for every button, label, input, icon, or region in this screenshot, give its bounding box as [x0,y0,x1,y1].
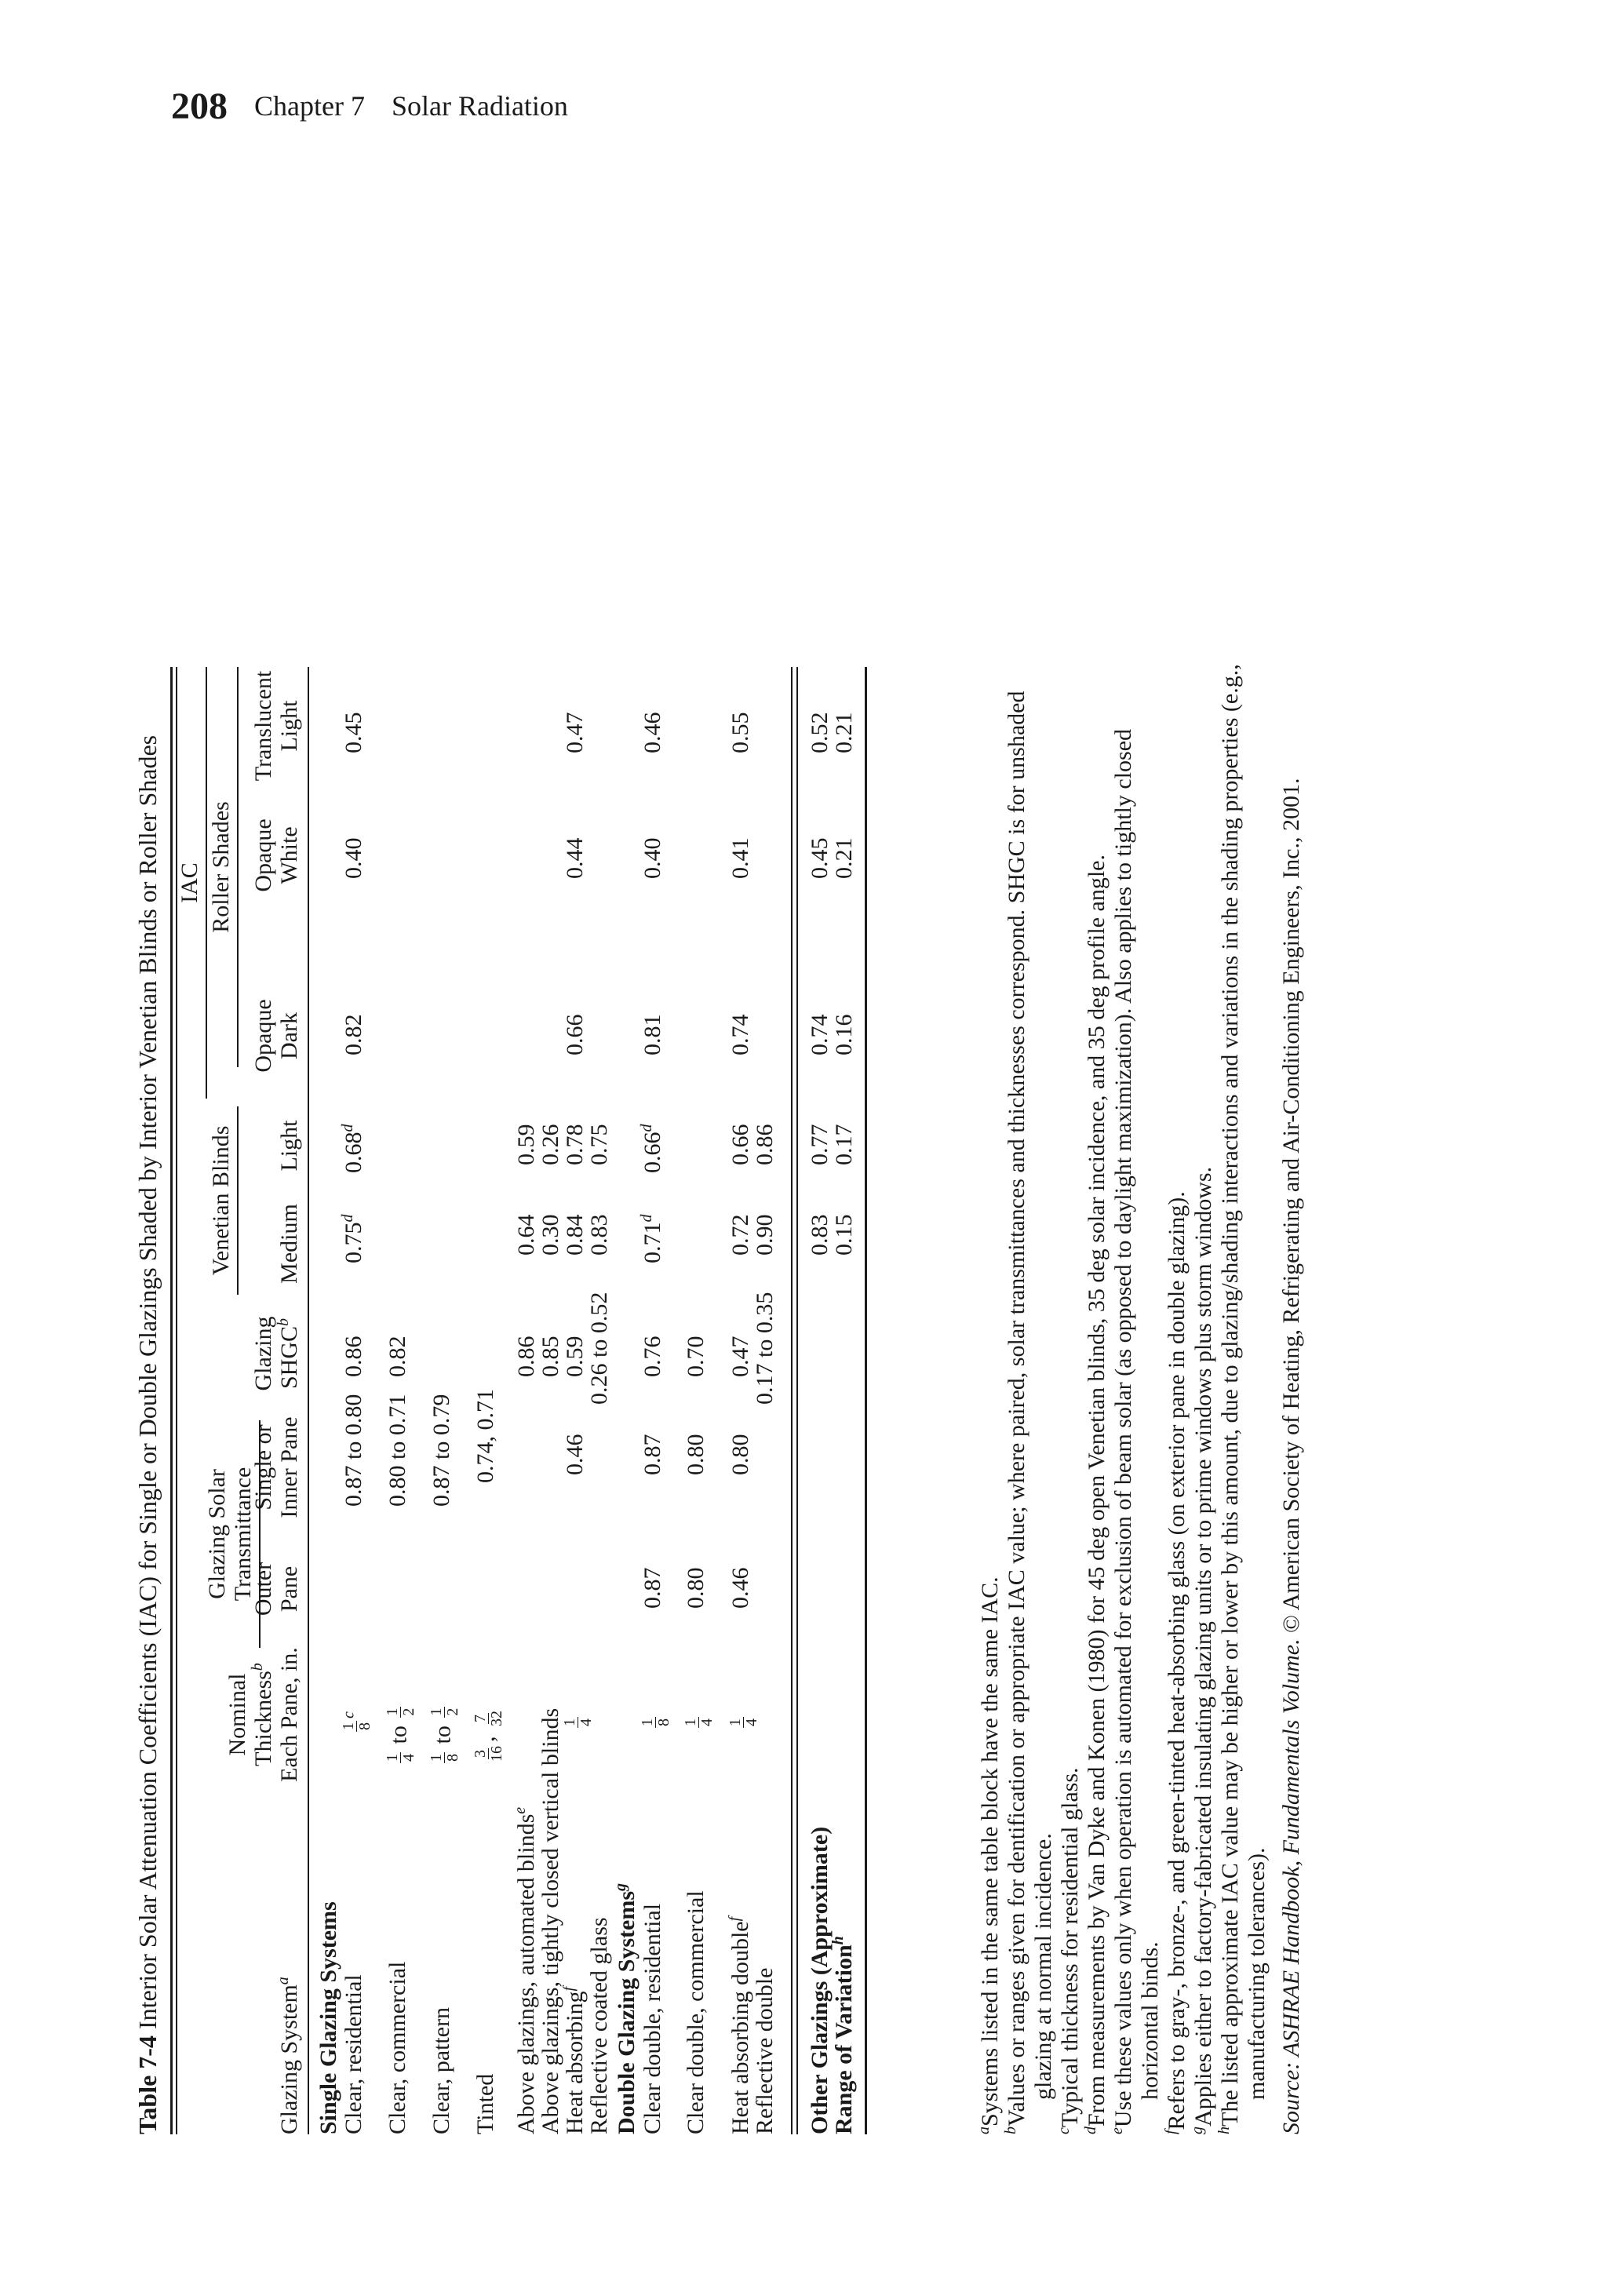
row-system-heat-absorbing-double: Heat absorbing double$^f$ [726,1916,753,2134]
fraction: 3 16 [472,1746,505,1762]
col-glazing-system: Glazing System$^a$ [275,1977,302,2134]
row-inner-clear-commercial: 0.80 to 0.71 [384,1394,410,1507]
row-shgc-reflective-double: 0.17 to 0.35 [752,1292,778,1405]
col-thickness: Nominal Thickness$^b$ Each Pane, in. [224,1647,302,1782]
venetian-rule [237,1106,239,1295]
row-tl-heat-absorbing: 0.47 [562,712,588,753]
row-tl-clear-residential: 0.45 [341,712,366,753]
row-inner-clear-residential: 0.87 to 0.80 [341,1394,366,1507]
row-inner-clear-double-residential: 0.87 [640,1434,665,1475]
page-header [171,88,568,126]
row-inner-heat-absorbing: 0.46 [562,1434,588,1475]
row-light-heat-absorbing-double: 0.66 [727,1124,753,1165]
roller-rule [237,667,239,1067]
fraction: 1 4 [561,1718,595,1726]
section-single-glazing: Single Glazing Systems [315,1901,341,2134]
row-od-other: 0.74 [807,1014,833,1055]
row-system-automated-blinds: Above glazings, automated blinds$^e$ [512,1806,539,2134]
row-thickness-clear-double-commercial [683,1715,715,1730]
row-medium-reflective-coated: 0.83 [586,1214,612,1256]
col-medium: Medium [276,1204,302,1284]
row-thickness-tinted: 3 16 , 7 32 [472,1711,505,1762]
header-rule [308,667,309,2134]
row-ow-clear-residential: 0.40 [341,837,366,879]
row-medium-vertical-blinds: 0.30 [537,1214,563,1256]
row-light-automated-blinds: 0.59 [513,1124,539,1165]
row-shgc-clear-double-commercial: 0.70 [683,1336,709,1377]
row-tl-clear-double-residential: 0.46 [640,712,665,753]
row-light-range: 0.17 [831,1124,857,1165]
col-opaque-white: Opaque White [250,818,302,892]
fraction: 1 2 [384,1707,417,1716]
row-od-clear-residential: 0.82 [341,1014,366,1055]
footnote-f: $^f$Refers to gray-, bronze-, and green-tinted heat-absorbing glass (on exterior pane in double glazing). [1162,1191,1190,2134]
page-number: 208 [171,86,228,127]
footnote-d: $^d$From measurements by Van Dyke and Konen (1980) for 45 deg open Venetian blinds, 35 deg solar incidence, and 35 deg profile angle. [1082,855,1110,2134]
col-opaque-dark: Opaque Dark [250,999,302,1073]
row-od-range: 0.16 [831,1014,857,1055]
row-od-clear-double-residential: 0.81 [640,1014,665,1055]
fraction: 1 2 [428,1707,461,1716]
fraction: 1 8 [428,1754,461,1762]
iac-header: IAC [177,862,202,903]
table-label: Table 7-4 [133,2035,162,2134]
bottom-rule [865,667,867,2134]
table-caption [133,735,162,2134]
row-system-reflective-coated: Reflective coated glass [586,1917,612,2134]
rotated-table-page [133,157,1514,2134]
footnote-g: $^g$Applies either to factory-fabricated insulating glazing units or to prime windows plus storm windows. [1189,1166,1216,2134]
row-medium-other: 0.83 [807,1214,833,1256]
row-light-reflective-coated: 0.75 [586,1124,612,1165]
row-od-heat-absorbing: 0.66 [562,1014,588,1055]
row-medium-heat-absorbing: 0.84 [562,1214,588,1256]
row-system-tinted: Tinted [472,2073,498,2134]
row-system-range: Range of Variation$^h$ [829,1936,857,2134]
col-shgc: Glazing SHGC$^b$ [250,1316,302,1391]
solar-trans-header: Glazing Solar Transmittance [204,1467,256,1602]
row-ow-other: 0.45 [807,837,833,879]
fraction: 1 8 [639,1718,672,1726]
row-shgc-reflective-coated: 0.26 to 0.52 [586,1292,612,1405]
row-ow-heat-absorbing: 0.44 [562,837,588,879]
footnote-h: $^h$The listed approximate IAC value may be higher or lower by this amount, due to glazing/shading interactions and variations in the shading properties (e.g., manufacturing tolerances). [1215,664,1270,2134]
row-shgc-clear-double-residential: 0.76 [640,1336,665,1377]
row-light-clear-residential: 0.68$^d$ [339,1124,366,1173]
row-thickness-clear-residential: 1 8 $^c$ [340,1711,374,1730]
row-shgc-heat-absorbing-double: 0.47 [727,1336,753,1377]
row-system-clear-double-commercial: Clear double, commercial [683,1890,709,2134]
row-outer-heat-absorbing-double: 0.46 [727,1567,753,1609]
row-shgc-automated-blinds: 0.86 [513,1336,539,1377]
footnote-c: $^c$Typical thickness for residential glass. [1055,1767,1083,2134]
row-light-heat-absorbing: 0.78 [562,1124,588,1165]
col-inner-pane: Single or Inner Pane [250,1416,302,1518]
row-tl-other: 0.52 [807,712,833,753]
row-shgc-clear-commercial: 0.82 [384,1336,410,1377]
row-medium-automated-blinds: 0.64 [513,1214,539,1256]
fraction: 1 4 [682,1718,716,1726]
row-thickness-clear-double-residential [640,1715,672,1730]
row-thickness-heat-absorbing [562,1715,594,1730]
row-medium-range: 0.15 [831,1214,857,1256]
row-inner-heat-absorbing-double: 0.80 [727,1434,753,1475]
top-rule [170,667,173,2134]
row-system-reflective-double: Reflective double [752,1967,778,2134]
footnote-e: $^e$Use these values only when operation is automated for exclusion of beam solar (as opposed to daylight maximization). Also applies to tightly closed horizontal binds. [1109,728,1163,2134]
row-medium-clear-double-residential: 0.71$^d$ [638,1214,665,1263]
row-system-clear-commercial: Clear, commercial [384,1961,410,2134]
other-rule-2 [796,667,798,2134]
row-light-other: 0.77 [807,1124,833,1165]
footnotes [977,659,1305,2134]
row-ow-heat-absorbing-double: 0.41 [727,837,753,879]
row-shgc-heat-absorbing: 0.59 [562,1336,588,1377]
row-system-vertical-blinds: Above glazings, tightly closed vertical blinds [537,1707,563,2134]
other-rule-1 [791,667,793,2134]
fraction: 1 4 [727,1718,760,1726]
chapter-label: Chapter 7 [254,90,365,122]
row-ow-range: 0.21 [831,837,857,879]
row-outer-clear-double-commercial: 0.80 [683,1567,709,1609]
row-inner-clear-double-commercial: 0.80 [683,1434,709,1475]
row-shgc-vertical-blinds: 0.85 [537,1336,563,1377]
row-thickness-heat-absorbing-double [727,1715,760,1730]
row-inner-tinted: 0.74, 0.71 [472,1389,498,1483]
row-light-vertical-blinds: 0.26 [537,1124,563,1165]
source-note: Source: ASHRAE Handbook, Fundamentals Volume. © American Society of Heating, Refrigerating and Air-Conditioning Engineers, Inc., 2001. [1278,778,1304,2134]
col-light: Light [276,1120,302,1172]
row-tl-range: 0.21 [831,712,857,753]
row-ow-clear-double-residential: 0.40 [640,837,665,879]
fraction: 7 32 [472,1711,505,1726]
iac-rule [206,667,207,1099]
footnote-b: $^b$Values or ranges given for dentification or appropriate IAC value; where paired, solar transmittances and thicknesses correspond. SHGC is for unshaded glazing at normal incidence. [1002,691,1056,2134]
row-system-clear-residential: Clear, residential [341,1974,366,2134]
row-thickness-clear-commercial: 1 4 to 1 2 [384,1707,417,1762]
col-outer-pane: Outer Pane [250,1562,302,1616]
row-od-heat-absorbing-double: 0.74 [727,1014,753,1055]
section-label: Solar Radiation [391,90,568,122]
row-system-heat-absorbing: Heat absorbing$^f$ [560,1986,588,2134]
fraction: 1 8 [340,1722,374,1730]
footnote-a: $^a$Systems listed in the same table block have the same IAC. [975,1576,1003,2134]
row-system-clear-double-residential: Clear double, residential [640,1903,665,2134]
roller-header: Roller Shades [208,801,234,933]
row-medium-heat-absorbing-double: 0.72 [727,1214,753,1256]
col-translucent-light: Translucent Light [250,670,302,782]
row-light-reflective-double: 0.86 [752,1124,778,1165]
row-medium-reflective-double: 0.90 [752,1214,778,1256]
row-tl-heat-absorbing-double: 0.55 [727,712,753,753]
row-shgc-clear-residential: 0.86 [341,1336,366,1377]
row-system-other-glazings: Other Glazings (Approximate) [807,1826,833,2134]
row-thickness-clear-pattern: 1 8 to 1 2 [428,1707,461,1762]
row-inner-clear-pattern: 0.87 to 0.79 [428,1394,454,1507]
row-outer-clear-double-residential: 0.87 [640,1567,665,1609]
table-title: Interior Solar Attenuation Coefficients (IAC) for Single or Double Glazings Shaded by Interior Venetian Blinds or Roller Shades [133,734,162,2030]
row-system-clear-pattern: Clear, pattern [428,2006,454,2134]
fraction: 1 4 [384,1754,417,1762]
venetian-header: Venetian Blinds [208,1125,234,1276]
row-medium-clear-residential: 0.75$^d$ [339,1214,366,1263]
section-double-glazing: Double Glazing Systems$^g$ [612,1882,640,2134]
row-light-clear-double-residential: 0.66$^d$ [638,1124,665,1173]
